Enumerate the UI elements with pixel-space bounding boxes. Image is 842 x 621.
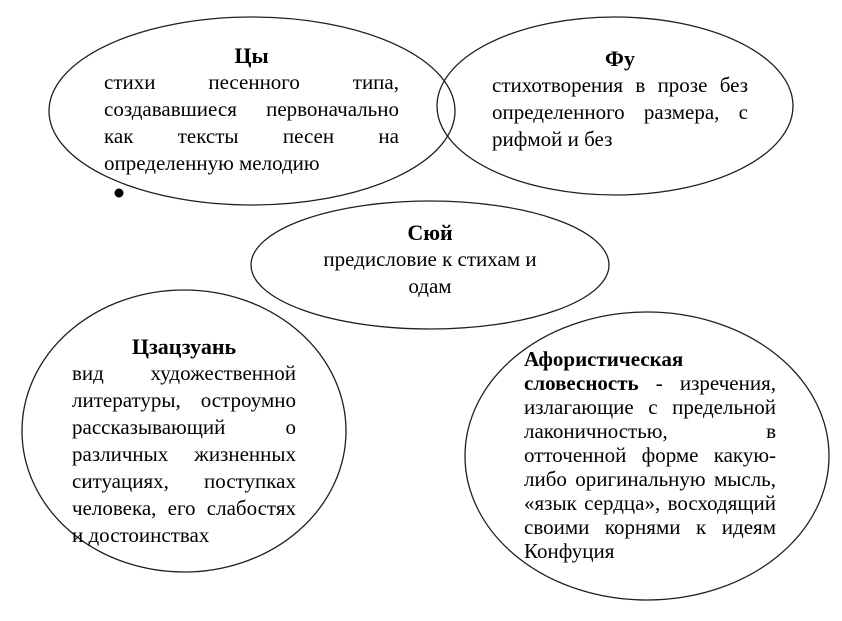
node-syuy-body: предисловие к стихам и одам bbox=[323, 247, 537, 298]
node-aphoristic bbox=[524, 347, 776, 563]
node-fu-title: Фу bbox=[605, 46, 635, 71]
node-fu-body: стихотворения в прозе без определенного размера, с рифмой и без bbox=[492, 73, 748, 151]
node-tsy-body: стихи песенного типа, создававшиеся первоначально как тексты песен на определенную мелодию bbox=[104, 70, 399, 175]
node-tszatszuan-body: вид художественной литературы, остроумно рассказывающий о различных жизненных ситуациях, поступках человека, его слабостях и достоинствах bbox=[72, 361, 296, 547]
bullet-dot-icon bbox=[115, 189, 124, 198]
node-tsy-title: Цы bbox=[234, 43, 269, 68]
node-fu bbox=[492, 45, 748, 153]
node-tszatszuan-title: Цзацзуань bbox=[131, 334, 237, 359]
node-aphoristic-body-text: - изречения, излагающие с предельной лаконичностью, в отточенной форме какую-либо оригинальную мысль, «язык сердца», восходящий своими корнями к идеям Конфуция bbox=[524, 371, 776, 563]
node-tsy bbox=[104, 42, 399, 177]
node-aphoristic-body bbox=[524, 347, 776, 563]
node-aphoristic-title: Афористическая словесность bbox=[524, 347, 684, 395]
node-syuy-title: Сюй bbox=[407, 220, 453, 245]
node-syuy bbox=[310, 219, 550, 300]
node-tszatszuan bbox=[72, 333, 296, 549]
